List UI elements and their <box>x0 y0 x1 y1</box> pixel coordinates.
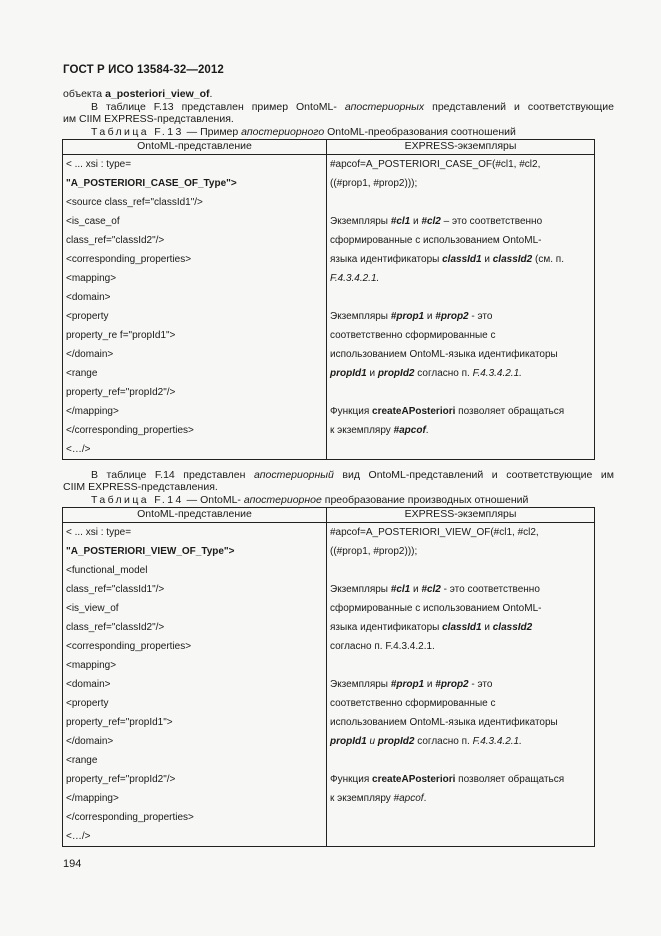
code-line: <is_case_of <box>66 216 120 227</box>
code-line: property_ref="propId1"> <box>66 717 173 728</box>
express-line: сформированные с использованием OntoML- <box>330 235 542 246</box>
code-line: <domain> <box>66 679 111 690</box>
code-line: </domain> <box>66 736 114 747</box>
express-line: Экземпляры #cl1 и #cl2 - это соответственно <box>330 584 540 595</box>
express-line: к экземпляру #apcof. <box>330 425 429 436</box>
code-line: <functional_model <box>66 565 148 576</box>
code-line: <property <box>66 311 109 322</box>
express-line: Экземпляры #prop1 и #prop2 - это <box>330 679 493 690</box>
table13 <box>62 139 595 460</box>
object-name: a_posteriori_view_of <box>105 88 210 100</box>
code-line: <…/> <box>66 831 91 842</box>
express-line: #apcof=A_POSTERIORI_VIEW_OF(#cl1, #cl2, <box>330 527 539 538</box>
table14-col-express: EXPRESS-экземпляры <box>327 508 595 523</box>
code-line: <mapping> <box>66 660 117 671</box>
intro-line: объекта a_posteriori_view_of. <box>63 88 213 100</box>
table14-caption: Таблица F.14 — OntoML- апостериорное преобразование производных отношений <box>91 494 529 506</box>
paragraph-table14-intro: В таблице F.14 представлен апостериорный вид OntoML-представлений и соответствующие им <box>91 469 614 481</box>
express-line: использованием OntoML-языка идентификаторы <box>330 717 558 728</box>
express-line: языка идентификаторы classId1 и classId2 (см. п. <box>330 254 564 265</box>
code-line: class_ref="classId2"/> <box>66 622 165 633</box>
express-line: Экземпляры #prop1 и #prop2 - это <box>330 311 493 322</box>
express-line: соответственно сформированные с <box>330 330 496 341</box>
code-line: property_ref="propId2"/> <box>66 387 176 398</box>
code-line: </mapping> <box>66 793 119 804</box>
code-line: class_ref="classId2"/> <box>66 235 165 246</box>
express-line: #apcof=A_POSTERIORI_CASE_OF(#cl1, #cl2, <box>330 159 541 170</box>
express-line: соответственно сформированные с <box>330 698 496 709</box>
code-line: <corresponding_properties> <box>66 254 192 265</box>
code-line: <mapping> <box>66 273 117 284</box>
paragraph-table13-intro-cont: им CIIM EXPRESS-представления. <box>63 113 234 125</box>
express-line: F.4.3.4.2.1. <box>330 273 380 284</box>
code-line: </corresponding_properties> <box>66 425 194 436</box>
express-line: согласно п. F.4.3.4.2.1. <box>330 641 435 652</box>
table13-express-cell <box>327 155 595 460</box>
table13-col-ontoml: OntoML-представление <box>63 140 327 155</box>
code-line: <is_view_of <box>66 603 119 614</box>
code-line: property_ref="propId2"/> <box>66 774 176 785</box>
paragraph-table14-intro-cont: CIIM EXPRESS-представления. <box>63 481 218 493</box>
code-line: </mapping> <box>66 406 119 417</box>
express-line: propId1 и propId2 согласно п. F.4.3.4.2.1. <box>330 368 522 379</box>
code-line: <corresponding_properties> <box>66 641 192 652</box>
table14-express-cell <box>327 523 595 847</box>
express-line: языка идентификаторы classId1 и classId2 <box>330 622 533 633</box>
code-line: </domain> <box>66 349 114 360</box>
paragraph-table13-intro: В таблице F.13 представлен пример OntoML- апостериорных представлений и соответствующие <box>91 101 614 113</box>
table14 <box>62 507 595 847</box>
express-line: сформированные с использованием OntoML- <box>330 603 542 614</box>
express-line: propId1 и propId2 согласно п. F.4.3.4.2.1. <box>330 736 522 747</box>
table14-col-ontoml: OntoML-представление <box>63 508 327 523</box>
code-line: <range <box>66 368 98 379</box>
express-line: ((#prop1, #prop2))); <box>330 178 418 189</box>
express-line: Функция createAPosteriori позволяет обращаться <box>330 774 565 785</box>
code-line: <source class_ref="classId1"/> <box>66 197 203 208</box>
express-line: Функция createAPosteriori позволяет обращаться <box>330 406 565 417</box>
table14-ontoml-cell <box>63 523 327 847</box>
table13-caption: Таблица F.13 — Пример апостериорного OntoML-преобразования соотношений <box>91 126 516 138</box>
code-line: <domain> <box>66 292 111 303</box>
express-line: к экземпляру #apcof. <box>330 793 427 804</box>
code-line: class_ref="classId1"/> <box>66 584 165 595</box>
code-line: <…/> <box>66 444 91 455</box>
code-line: "A_POSTERIORI_VIEW_OF_Type"> <box>66 546 235 557</box>
code-line: <range <box>66 755 98 766</box>
code-line: < ... xsi : type= <box>66 159 132 170</box>
page-number: 194 <box>63 858 82 870</box>
code-line: </corresponding_properties> <box>66 812 194 823</box>
table13-col-express: EXPRESS-экземпляры <box>327 140 595 155</box>
code-line: <property <box>66 698 109 709</box>
express-line: ((#prop1, #prop2))); <box>330 546 418 557</box>
table13-ontoml-cell <box>63 155 327 460</box>
code-line: property_re f="propId1"> <box>66 330 176 341</box>
document-header: ГОСТ Р ИСО 13584-32—2012 <box>63 64 224 76</box>
code-line: "A_POSTERIORI_CASE_OF_Type"> <box>66 178 237 189</box>
code-line: < ... xsi : type= <box>66 527 132 538</box>
express-line: Экземпляры #cl1 и #cl2 – это соответственно <box>330 216 543 227</box>
express-line: использованием OntoML-языка идентификаторы <box>330 349 558 360</box>
